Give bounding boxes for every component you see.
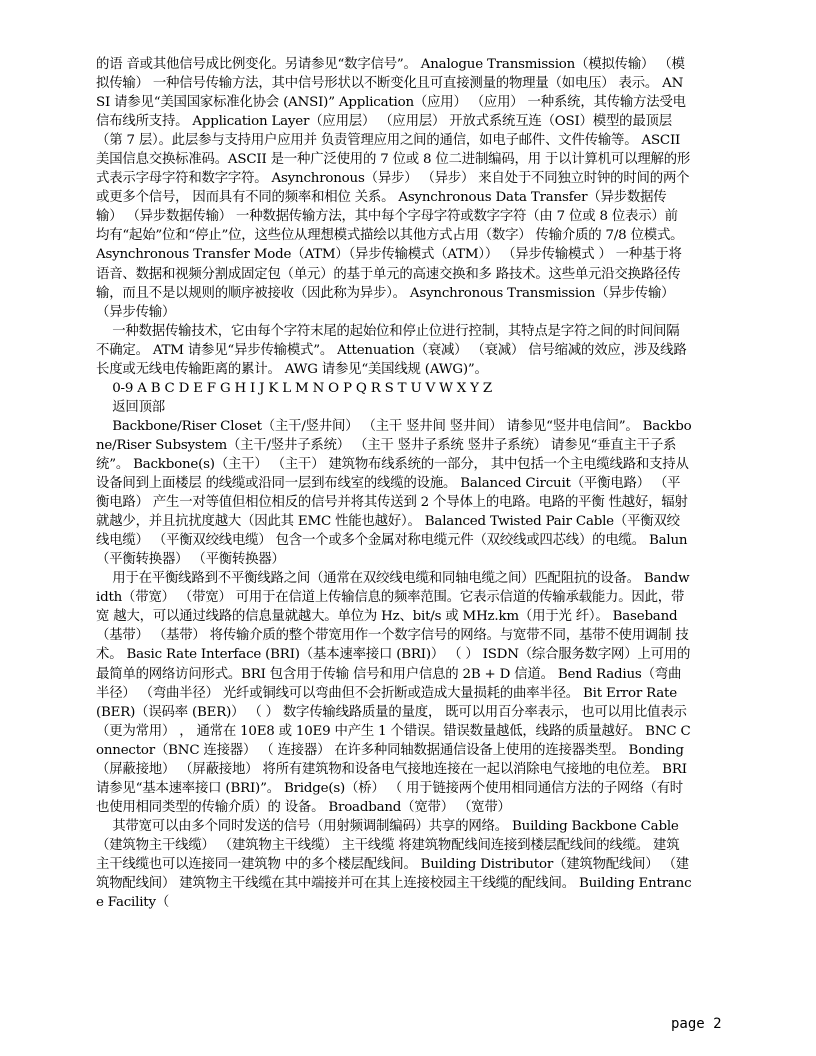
paragraph: 其带宽可以由多个同时发送的信号（用射频调制编码）共享的网络。 Building Backbone Cable（建筑物主干线缆） （建筑物主干线缆） 主干线缆 将建筑物配线间连接到楼层配线间的线缆。 建筑主干线缆也可以连接同一建筑物 中的多个楼层配线间。 Building Distributor（建筑物配线间） （建筑物配线间） 建筑物主干线缆在其中端接并可在其上连接校园主干线缆的配线间。 Building Entrance Facility（ [96,818,692,911]
paragraph: Backbone/Riser Closet（主干/竖井间） （主干 竖井间 竖井间） 请参见“竖井电信间”。 Backbone/Riser Subsystem（主干/竖井子系统） （主干 竖井子系统 竖井子系统） 请参见“垂直主干子系统”。 Backbone(s)（主干） （主干） 建筑物布线系统的一部分， 其中包括一个主电缆线路和支持从设备间到上面楼层 的线缆或沿同一层到布线室的线缆的设施。 Balanced Circuit（平衡电路） （平衡电路） 产生一对等值但相位相反的信号并将其传送到 2 个导体上的电路。电路的平衡 性越好，辐射就越少，并且抗扰度越大（因此其 EMC 性能也越好）。 Balanced Twisted Pair Cable（平衡双绞线电缆） （平衡双绞线电缆） 包含一个或多个金属对称电缆元件（双绞线或四芯线）的电缆。 Balun（平衡转换器） （平衡转换器） [96,418,692,568]
paragraph: 的语 音或其他信号成比例变化。另请参见“数字信号”。 Analogue Transmission（模拟传输） （模拟传输） 一种信号传输方法，其中信号形状以不断变化且可直接测量的物理量（如电压） 表示。 ANSI 请参见“美国国家标准化协会 (ANSI)” Application（应用） （应用） 一种系统，其传输方法受电信布线所支持。 Application Layer（应用层） （应用层） 开放式系统互连（OSI）模型的最顶层（第 7 层）。此层参与支持用户应用并 负责管理应用之间的通信，如电子邮件、文件传输等。 ASCII 美国信息交换标准码。ASCII 是一种广泛使用的 7 位或 8 位二进制编码，用 于以计算机可以理解的形式表示字母字符和数字字符。 Asynchronous（异步） （异步） 来自处于不同独立时钟的时间的两个或更多个信号， 因而具有不同的频率和相位 关系。 Asynchronous Data Transfer（异步数据传输） （异步数据传输） 一种数据传输方法，其中每个字母字符或数字字符（由 7 位或 8 位表示）前 均有“起始”位和“停止”位，这些位从理想模式描绘以其他方式占用（数字） 传输介质的 7/8 位模式。 Asynchronous Transfer Mode（ATM）（异步传输模式（ATM）） （异步传输模式 ） 一种基于将语音、数据和视频分割成固定包（单元）的基于单元的高速交换和多 路技术。这些单元沿交换路径传输，而且不是以规则的顺序被接收（因此称为异步）。 Asynchronous Transmission（异步传输） （异步传输） [96,57,691,320]
page-number: page 2 [671,1016,722,1032]
paragraph: 一种数据传输技术，它由每个字符末尾的起始位和停止位进行控制，其特点是字符之间的时间间隔不确定。 ATM 请参见“异步传输模式”。 Attenuation（衰减） （衰减） 信号缩减的效应，涉及线路长度或无线电传输距离的累计。 AWG 请参见“美国线规 (AWG)”。 [96,323,687,377]
document-body [96,55,692,912]
paragraph: 用于在平衡线路到不平衡线路之间（通常在双绞线电缆和同轴电缆之间）匹配阻抗的设备。 Bandwidth（带宽） （带宽） 可用于在信道上传输信息的频率范围。它表示信道的传输承载能力。因此，带宽 越大，可以通过线路的信息量就越大。单位为 Hz、bit/s 或 MHz.km（用于光 纤）。 Baseband（基带） （基带） 将传输介质的整个带宽用作一个数字信号的网络。与宽带不同，基带不使用调制 技术。 Basic Rate Interface (BRI)（基本速率接口 (BRI)） （ ） ISDN（综合服务数字网）上可用的最简单的网络访问形式。BRI 包含用于传输 信号和用户信息的 2B + D 信道。 Bend Radius（弯曲半径） （弯曲半径） 光纤或铜线可以弯曲但不会折断或造成大量损耗的曲率半径。 Bit Error Rate (BER)（误码率 (BER)） （ ） 数字传输线路质量的量度， 既可以用百分率表示， 也可以用比值表示 （更为常用） ， 通常在 10E8 或 10E9 中产生 1 个错误。错误数量越低，线路的质量越好。 BNC Connector（BNC 连接器） （ 连接器） 在许多种同轴数据通信设备上使用的连接器类型。 Bonding（屏蔽接地） （屏蔽接地） 将所有建筑物和设备电气接地连接在一起以消除电气接地的电位差。 BRI 请参见“基本速率接口 (BRI)”。 Bridge(s)（桥） （ 用于链接两个使用相同通信方法的子网络（有时也使用相同类型的传输介质）的 设备。 Broadband（宽带） （宽带） [96,571,691,815]
back-to-top-link[interactable]: 返回顶部 [96,399,165,415]
alphabet-index: 0-9 A B C D E F G H I J K L M N O P Q R S T U V W X Y Z [96,380,492,396]
